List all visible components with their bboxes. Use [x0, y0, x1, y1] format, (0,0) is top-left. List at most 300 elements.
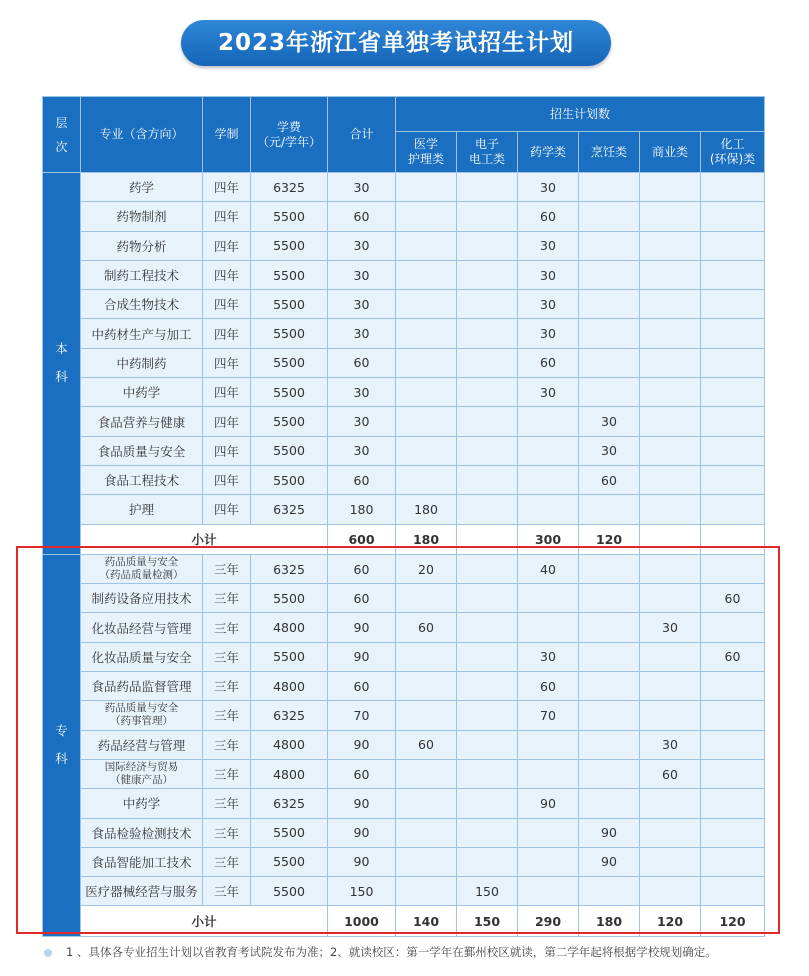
subtotal-label: 小计	[81, 524, 328, 554]
subtotal-count: 180	[396, 524, 457, 554]
subtotal-count	[640, 524, 701, 554]
header-category: 化工 (环保)类	[701, 132, 765, 173]
header-total: 合计	[328, 97, 396, 173]
plan-count-cell: 60	[396, 730, 457, 759]
plan-count-cell	[457, 436, 518, 465]
subtotal-label: 小计	[81, 906, 328, 936]
subtotal-total: 1000	[328, 906, 396, 936]
plan-count-cell: 60	[701, 584, 765, 613]
plan-count-cell	[457, 378, 518, 407]
plan-count-cell	[640, 465, 701, 494]
plan-count-cell	[701, 173, 765, 202]
plan-count-cell	[457, 730, 518, 759]
table-row	[43, 701, 765, 730]
subtotal-count: 120	[640, 906, 701, 936]
major-cell: 食品工程技术	[81, 465, 203, 494]
subtotal-count: 120	[701, 906, 765, 936]
plan-count-cell	[579, 672, 640, 701]
years-cell: 三年	[203, 554, 251, 583]
years-cell: 四年	[203, 231, 251, 260]
total-cell: 30	[328, 290, 396, 319]
plan-count-cell	[396, 260, 457, 289]
fee-cell: 4800	[251, 672, 328, 701]
plan-count-cell	[701, 672, 765, 701]
major-cell: 化妆品经营与管理	[81, 613, 203, 642]
plan-count-cell: 20	[396, 554, 457, 583]
years-cell: 四年	[203, 348, 251, 377]
years-cell: 四年	[203, 173, 251, 202]
plan-count-cell	[579, 495, 640, 524]
header-fee: 学费 （元/学年）	[251, 97, 328, 173]
major-cell: 药品质量与安全 （药事管理）	[81, 701, 203, 730]
major-cell: 化妆品质量与安全	[81, 642, 203, 671]
plan-count-cell	[396, 818, 457, 847]
plan-count-cell: 30	[579, 436, 640, 465]
plan-count-cell	[640, 260, 701, 289]
plan-count-cell	[701, 759, 765, 788]
plan-count-cell	[640, 202, 701, 231]
plan-count-cell	[396, 584, 457, 613]
years-cell: 四年	[203, 378, 251, 407]
plan-count-cell	[701, 465, 765, 494]
fee-cell: 5500	[251, 818, 328, 847]
plan-count-cell	[701, 231, 765, 260]
plan-count-cell	[701, 847, 765, 876]
plan-count-cell	[396, 348, 457, 377]
table-row	[43, 319, 765, 348]
fee-cell: 5500	[251, 584, 328, 613]
plan-count-cell	[457, 642, 518, 671]
table-row	[43, 818, 765, 847]
total-cell: 60	[328, 465, 396, 494]
table-row	[43, 730, 765, 759]
plan-count-cell	[518, 613, 579, 642]
plan-count-cell	[579, 701, 640, 730]
years-cell: 三年	[203, 789, 251, 818]
plan-count-cell	[579, 378, 640, 407]
plan-count-cell: 40	[518, 554, 579, 583]
footnote-text: 1 、具体各专业招生计划以省教育考试院发布为准；2、就读校区：第一学年在鄞州校区就读，第二学年起将根据学校规划确定。	[66, 945, 717, 959]
fee-cell: 5500	[251, 378, 328, 407]
plan-count-cell	[640, 436, 701, 465]
plan-count-cell	[701, 407, 765, 436]
plan-count-cell: 90	[579, 818, 640, 847]
plan-count-cell: 30	[579, 407, 640, 436]
fee-cell: 5500	[251, 465, 328, 494]
plan-count-cell	[701, 554, 765, 583]
plan-count-cell: 30	[640, 730, 701, 759]
major-cell: 医疗器械经营与服务	[81, 877, 203, 906]
major-cell: 食品药品监督管理	[81, 672, 203, 701]
years-cell: 三年	[203, 613, 251, 642]
subtotal-total: 600	[328, 524, 396, 554]
plan-count-cell	[518, 818, 579, 847]
table-row	[43, 613, 765, 642]
table-row	[43, 290, 765, 319]
total-cell: 90	[328, 847, 396, 876]
plan-count-cell	[640, 173, 701, 202]
plan-count-cell	[640, 584, 701, 613]
total-cell: 90	[328, 730, 396, 759]
total-cell: 90	[328, 818, 396, 847]
table-row	[43, 260, 765, 289]
years-cell: 四年	[203, 495, 251, 524]
plan-count-cell	[396, 759, 457, 788]
years-cell: 四年	[203, 407, 251, 436]
plan-count-cell	[457, 260, 518, 289]
plan-count-cell	[396, 407, 457, 436]
plan-count-cell	[457, 290, 518, 319]
major-cell: 药品质量与安全 （药品质量检测）	[81, 554, 203, 583]
table-row	[43, 672, 765, 701]
fee-cell: 5500	[251, 407, 328, 436]
plan-count-cell	[579, 584, 640, 613]
header-major: 专业（含方向）	[81, 97, 203, 173]
plan-count-cell	[579, 877, 640, 906]
subtotal-count: 140	[396, 906, 457, 936]
total-cell: 30	[328, 319, 396, 348]
plan-count-cell: 30	[518, 378, 579, 407]
total-cell: 90	[328, 642, 396, 671]
plan-count-cell	[701, 348, 765, 377]
plan-count-cell	[701, 789, 765, 818]
table-row	[43, 554, 765, 583]
plan-count-cell	[579, 173, 640, 202]
total-cell: 150	[328, 877, 396, 906]
plan-count-cell	[457, 202, 518, 231]
plan-count-cell	[701, 290, 765, 319]
fee-cell: 6325	[251, 554, 328, 583]
table-row	[43, 759, 765, 788]
years-cell: 三年	[203, 584, 251, 613]
years-cell: 四年	[203, 436, 251, 465]
plan-count-cell	[579, 202, 640, 231]
plan-count-cell: 150	[457, 877, 518, 906]
plan-count-cell	[518, 759, 579, 788]
plan-count-cell: 60	[640, 759, 701, 788]
plan-count-cell	[579, 730, 640, 759]
plan-count-cell	[457, 701, 518, 730]
major-cell: 制药工程技术	[81, 260, 203, 289]
total-cell: 90	[328, 789, 396, 818]
plan-count-cell	[701, 818, 765, 847]
plan-count-cell	[640, 290, 701, 319]
plan-count-cell	[518, 436, 579, 465]
plan-count-cell: 30	[640, 613, 701, 642]
table-row	[43, 465, 765, 494]
header-years: 学制	[203, 97, 251, 173]
plan-count-cell	[579, 789, 640, 818]
fee-cell: 5500	[251, 319, 328, 348]
plan-count-cell	[396, 701, 457, 730]
years-cell: 三年	[203, 877, 251, 906]
table-row	[43, 584, 765, 613]
total-cell: 70	[328, 701, 396, 730]
years-cell: 四年	[203, 290, 251, 319]
plan-count-cell	[457, 465, 518, 494]
table-row	[43, 173, 765, 202]
plan-count-cell	[640, 495, 701, 524]
subtotal-count	[701, 524, 765, 554]
plan-count-cell	[640, 231, 701, 260]
plan-count-cell: 60	[518, 202, 579, 231]
plan-count-cell	[457, 554, 518, 583]
plan-count-cell	[457, 348, 518, 377]
header-category: 电子 电工类	[457, 132, 518, 173]
fee-cell: 5500	[251, 436, 328, 465]
plan-count-cell	[640, 407, 701, 436]
plan-count-cell	[579, 231, 640, 260]
total-cell: 30	[328, 231, 396, 260]
plan-count-cell	[457, 789, 518, 818]
footnote	[44, 944, 717, 960]
plan-count-cell	[701, 495, 765, 524]
major-cell: 中药材生产与加工	[81, 319, 203, 348]
plan-count-cell	[701, 701, 765, 730]
plan-count-cell	[701, 260, 765, 289]
header-category: 医学 护理类	[396, 132, 457, 173]
plan-count-cell	[640, 642, 701, 671]
total-cell: 30	[328, 407, 396, 436]
plan-count-cell: 30	[518, 173, 579, 202]
plan-count-cell	[640, 789, 701, 818]
plan-count-cell	[457, 584, 518, 613]
fee-cell: 6325	[251, 173, 328, 202]
years-cell: 三年	[203, 701, 251, 730]
subtotal-count	[457, 524, 518, 554]
plan-count-cell	[640, 847, 701, 876]
plan-count-cell	[701, 319, 765, 348]
plan-count-cell: 30	[518, 642, 579, 671]
total-cell: 60	[328, 554, 396, 583]
plan-count-cell	[640, 348, 701, 377]
subtotal-count: 300	[518, 524, 579, 554]
fee-cell: 5500	[251, 202, 328, 231]
table-row	[43, 202, 765, 231]
plan-count-cell	[518, 847, 579, 876]
major-cell: 药品经营与管理	[81, 730, 203, 759]
plan-count-cell: 60	[579, 465, 640, 494]
level-cell: 专 科	[43, 554, 81, 936]
fee-cell: 5500	[251, 642, 328, 671]
years-cell: 三年	[203, 847, 251, 876]
plan-count-cell	[457, 319, 518, 348]
header-level: 层 次	[43, 97, 81, 173]
major-cell: 食品质量与安全	[81, 436, 203, 465]
plan-count-cell	[396, 789, 457, 818]
plan-count-cell: 30	[518, 231, 579, 260]
plan-count-cell	[701, 436, 765, 465]
plan-count-cell: 60	[518, 672, 579, 701]
plan-count-cell	[701, 877, 765, 906]
major-cell: 合成生物技术	[81, 290, 203, 319]
major-cell: 中药制药	[81, 348, 203, 377]
plan-count-cell	[457, 672, 518, 701]
plan-count-cell	[396, 877, 457, 906]
total-cell: 60	[328, 759, 396, 788]
plan-count-cell: 70	[518, 701, 579, 730]
table-row	[43, 789, 765, 818]
enrollment-plan-table	[42, 96, 765, 937]
table-row	[43, 348, 765, 377]
plan-count-cell	[701, 730, 765, 759]
plan-count-cell	[457, 818, 518, 847]
plan-count-cell	[518, 407, 579, 436]
plan-count-cell	[457, 759, 518, 788]
years-cell: 四年	[203, 202, 251, 231]
major-cell: 食品营养与健康	[81, 407, 203, 436]
table-body	[43, 173, 765, 937]
major-cell: 药物制剂	[81, 202, 203, 231]
plan-count-cell	[640, 877, 701, 906]
total-cell: 60	[328, 584, 396, 613]
fee-cell: 5500	[251, 877, 328, 906]
plan-count-cell	[396, 173, 457, 202]
plan-count-cell	[518, 584, 579, 613]
bullet-icon	[44, 949, 52, 957]
total-cell: 30	[328, 260, 396, 289]
table-row	[43, 495, 765, 524]
subtotal-count: 180	[579, 906, 640, 936]
fee-cell: 5500	[251, 290, 328, 319]
plan-count-cell	[518, 730, 579, 759]
plan-count-cell	[457, 847, 518, 876]
plan-count-cell	[396, 319, 457, 348]
major-cell: 食品智能加工技术	[81, 847, 203, 876]
plan-count-cell	[396, 290, 457, 319]
header-category: 商业类	[640, 132, 701, 173]
subtotal-count: 290	[518, 906, 579, 936]
major-cell: 中药学	[81, 789, 203, 818]
plan-count-cell	[457, 495, 518, 524]
major-cell: 护理	[81, 495, 203, 524]
total-cell: 30	[328, 436, 396, 465]
plan-count-cell	[396, 436, 457, 465]
subtotal-count: 120	[579, 524, 640, 554]
table-row	[43, 877, 765, 906]
plan-count-cell: 30	[518, 290, 579, 319]
plan-count-cell	[457, 613, 518, 642]
plan-count-cell	[457, 407, 518, 436]
plan-count-cell: 30	[518, 260, 579, 289]
plan-count-cell	[518, 877, 579, 906]
plan-count-cell: 60	[701, 642, 765, 671]
table-row	[43, 436, 765, 465]
plan-count-cell: 30	[518, 319, 579, 348]
plan-count-cell	[396, 231, 457, 260]
plan-count-cell: 60	[396, 613, 457, 642]
plan-count-cell	[640, 672, 701, 701]
table-row	[43, 231, 765, 260]
plan-count-cell: 90	[518, 789, 579, 818]
plan-count-cell	[701, 613, 765, 642]
plan-count-cell	[579, 613, 640, 642]
plan-count-cell	[579, 348, 640, 377]
major-cell: 国际经济与贸易 （健康产品）	[81, 759, 203, 788]
major-cell: 中药学	[81, 378, 203, 407]
subtotal-row	[43, 906, 765, 936]
level-cell: 本 科	[43, 173, 81, 555]
plan-count-cell	[396, 465, 457, 494]
plan-count-cell	[579, 319, 640, 348]
table-header	[43, 97, 765, 173]
plan-count-cell	[579, 759, 640, 788]
plan-count-cell	[396, 202, 457, 231]
fee-cell: 6325	[251, 789, 328, 818]
plan-count-cell	[457, 231, 518, 260]
major-cell: 食品检验检测技术	[81, 818, 203, 847]
total-cell: 90	[328, 613, 396, 642]
years-cell: 四年	[203, 319, 251, 348]
total-cell: 30	[328, 378, 396, 407]
major-cell: 制药设备应用技术	[81, 584, 203, 613]
plan-count-cell	[640, 378, 701, 407]
subtotal-count: 150	[457, 906, 518, 936]
plan-count-cell: 180	[396, 495, 457, 524]
plan-count-cell	[396, 378, 457, 407]
fee-cell: 4800	[251, 759, 328, 788]
fee-cell: 4800	[251, 730, 328, 759]
plan-count-cell	[579, 642, 640, 671]
plan-count-cell	[518, 465, 579, 494]
fee-cell: 5500	[251, 847, 328, 876]
plan-count-cell	[396, 672, 457, 701]
total-cell: 30	[328, 173, 396, 202]
plan-count-cell: 60	[518, 348, 579, 377]
header-plan: 招生计划数	[396, 97, 765, 132]
total-cell: 180	[328, 495, 396, 524]
total-cell: 60	[328, 672, 396, 701]
fee-cell: 5500	[251, 260, 328, 289]
major-cell: 药物分析	[81, 231, 203, 260]
table-row	[43, 642, 765, 671]
plan-count-cell	[701, 202, 765, 231]
fee-cell: 5500	[251, 348, 328, 377]
fee-cell: 6325	[251, 701, 328, 730]
plan-count-cell	[579, 554, 640, 583]
table-row	[43, 407, 765, 436]
header-category: 药学类	[518, 132, 579, 173]
major-cell: 药学	[81, 173, 203, 202]
plan-count-cell	[640, 554, 701, 583]
plan-count-cell	[640, 818, 701, 847]
fee-cell: 4800	[251, 613, 328, 642]
fee-cell: 6325	[251, 495, 328, 524]
years-cell: 三年	[203, 730, 251, 759]
header-category: 烹饪类	[579, 132, 640, 173]
plan-count-cell: 90	[579, 847, 640, 876]
years-cell: 三年	[203, 642, 251, 671]
total-cell: 60	[328, 348, 396, 377]
plan-count-cell	[457, 173, 518, 202]
plan-count-cell	[640, 701, 701, 730]
plan-count-cell	[396, 847, 457, 876]
plan-count-cell	[701, 378, 765, 407]
years-cell: 三年	[203, 818, 251, 847]
years-cell: 四年	[203, 465, 251, 494]
years-cell: 四年	[203, 260, 251, 289]
years-cell: 三年	[203, 759, 251, 788]
subtotal-row	[43, 524, 765, 554]
table-row	[43, 378, 765, 407]
table-row	[43, 847, 765, 876]
fee-cell: 5500	[251, 231, 328, 260]
plan-count-cell	[518, 495, 579, 524]
plan-count-cell	[396, 642, 457, 671]
plan-count-cell	[579, 260, 640, 289]
plan-count-cell	[579, 290, 640, 319]
plan-count-cell	[640, 319, 701, 348]
